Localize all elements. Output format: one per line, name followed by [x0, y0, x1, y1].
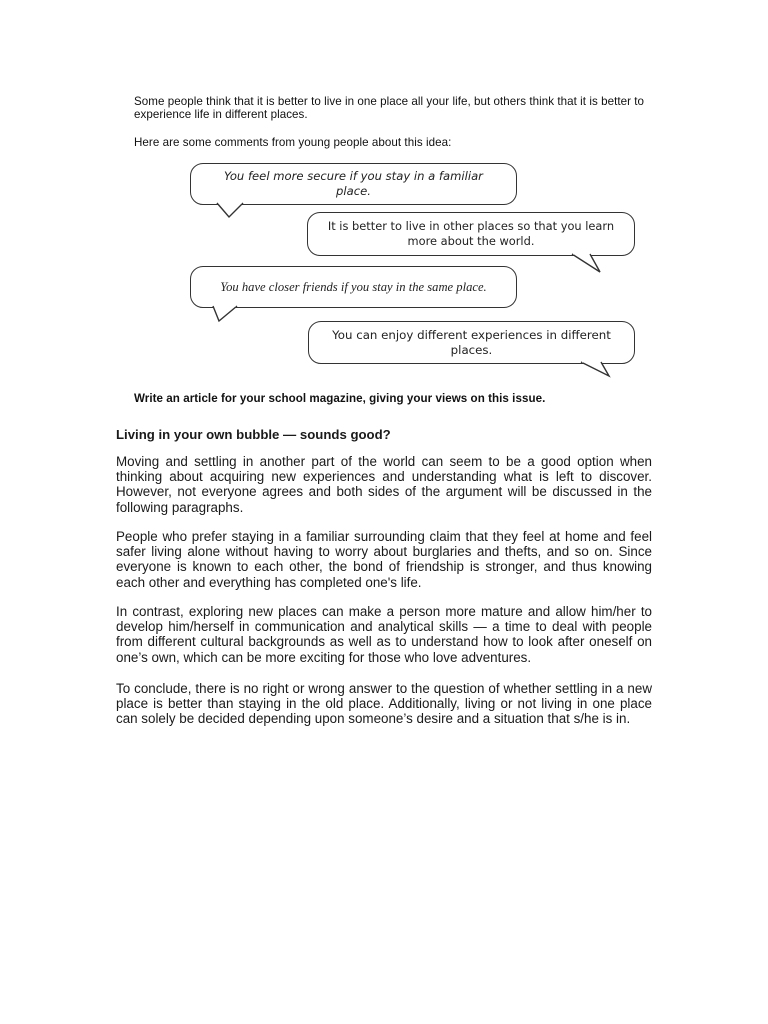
speech-bubble-tail [213, 203, 253, 219]
speech-bubble-text: You can enjoy different experiences in different places. [332, 327, 611, 357]
article-paragraph-1: Moving and settling in another part of the world can seem to be a good option when thinking about acquiring new experiences and understanding what is left to discover. However, not everyone agrees and both sides of the argument will be discussed in the following paragraphs. [116, 454, 652, 515]
speech-bubble-2 [307, 212, 635, 256]
task-instruction-text: Write an article for your school magazine, giving your views on this issue. [134, 392, 546, 405]
speech-bubble-text: You have closer friends if you stay in the same place. [220, 279, 487, 294]
article-paragraph-3: In contrast, exploring new places can make a person more mature and allow him/her to develop him/herself in communication and analytical skills — a time to deal with people from different cultural backgrounds as well as to understand how to look after oneself on one’s own, which can be more exciting for those who love adventures. [116, 604, 652, 665]
speech-bubble-tail [570, 254, 610, 274]
article-paragraph-2: People who prefer staying in a familiar surrounding claim that they feel at home and feel safer living alone without having to worry about burglaries and thefts, and so on. Since everyone is known to each other, the bond of friendship is stronger, and thus knowing each other and everything has completed one's life. [116, 529, 652, 590]
speech-bubble-text: You feel more secure if you stay in a familiar place. [224, 169, 483, 198]
article-paragraph-4: To conclude, there is no right or wrong answer to the question of whether settling in a new place is better than staying in the old place. Additionally, living or not living in one place can solely be decided depending upon someone’s desire and a situation that s/he is in. [116, 681, 652, 727]
speech-bubble-1 [190, 163, 517, 205]
speech-bubble-3 [190, 266, 517, 308]
speech-bubble-tail [579, 362, 619, 380]
speech-bubble-4 [308, 321, 635, 364]
speech-bubble-text: It is better to live in other places so that you learn more about the world. [327, 219, 615, 248]
article-title: Living in your own bubble — sounds good? [116, 427, 391, 442]
task-lead-text: Here are some comments from young people about this idea: [134, 136, 452, 149]
task-intro-text: Some people think that it is better to live in one place all your life, but others think that it is better to experience life in different places. [134, 95, 645, 121]
speech-bubble-tail [209, 306, 249, 324]
